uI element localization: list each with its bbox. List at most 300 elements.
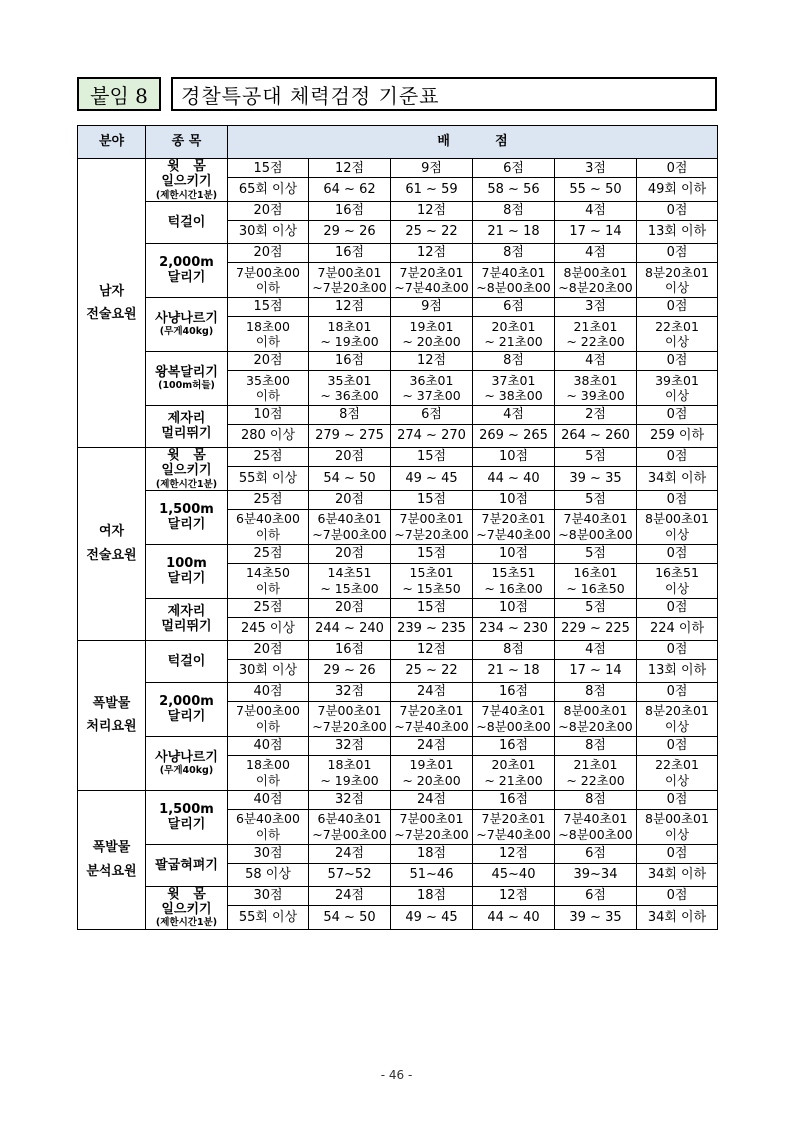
score-cell: 12점 [391,201,473,220]
score-cell: 12점 [309,297,391,316]
value-cell: 13회 이하 [637,659,718,682]
score-cell: 0점 [637,640,718,659]
group-label: 여자 [98,524,125,540]
value-line: 16초51 [655,565,699,581]
value-cell [391,262,473,297]
value-line: 18초01 [327,318,372,334]
value-line: 21초01 [573,318,618,334]
event-name-cell [146,351,228,405]
value-cell: 51~46 [391,863,473,886]
value-cell: 17 ~ 14 [555,659,637,682]
score-cell: 8점 [309,405,391,424]
event-note: (제한시간1분) [155,917,218,929]
value-cell [473,370,555,405]
value-cell [555,262,637,297]
score-cell: 15점 [228,297,309,316]
value-cell: 239 ~ 235 [391,617,473,640]
value-cell: 39 ~ 35 [555,906,637,929]
score-row [78,490,718,509]
score-cell: 20점 [309,490,391,509]
score-cell: 16점 [473,682,555,701]
value-line: ~ 19초00 [320,333,379,349]
score-cell: 6점 [555,844,637,863]
value-cell [228,755,309,790]
value-cell: 30회 이상 [228,220,309,243]
value-cell [309,809,391,844]
value-line: 8분00초01 [563,703,628,719]
value-line: 8분00초01 [563,264,628,280]
value-line: 21초01 [573,757,618,773]
value-line: 15초01 [409,565,454,581]
value-line: ~ 16초00 [484,580,543,596]
value-cell [391,316,473,351]
value-cell: 39~34 [555,863,637,886]
value-line: 7분00초01 [317,703,382,719]
value-line: 6분40초00 [236,511,300,527]
value-line: ~7분40초00 [394,718,469,734]
value-line: 이상 [664,387,690,403]
event-note: (제한시간1분) [155,189,218,201]
value-line: ~8분20초00 [558,279,633,295]
value-cell [309,262,391,297]
value-cell: 264 ~ 260 [555,424,637,447]
value-cell [228,509,309,544]
value-line: ~ 20초00 [402,772,461,788]
score-cell: 24점 [309,886,391,905]
value-cell: 25 ~ 22 [391,659,473,682]
value-cell [228,809,309,844]
table-header-row [78,126,718,159]
value-line: 7분20초01 [481,511,546,527]
event-name-cell [146,201,228,243]
value-line: 6분40초01 [317,811,382,827]
value-cell [637,370,718,405]
value-line: 6분40초00 [236,811,300,827]
score-cell: 0점 [637,886,718,905]
value-cell [391,370,473,405]
event-name: 2,000m [159,693,214,709]
value-cell: 44 ~ 40 [473,467,555,490]
value-cell: 55 ~ 50 [555,178,637,201]
value-line: 18초01 [327,757,372,773]
value-cell [309,563,391,598]
value-cell: 13회 이하 [637,220,718,243]
value-line: ~7분00초00 [312,826,387,842]
score-row [78,598,718,617]
score-cell: 5점 [555,544,637,563]
score-cell: 12점 [391,640,473,659]
score-cell: 0점 [637,351,718,370]
value-cell [637,701,718,736]
group-label: 폭발물 [92,695,131,711]
value-cell [309,316,391,351]
value-line: ~7분40초00 [476,526,551,542]
value-line: ~8분00초00 [476,718,551,734]
value-line: 8분20초01 [645,264,709,280]
score-row [78,886,718,905]
score-row [78,682,718,701]
value-line: 7분40초01 [481,264,546,280]
value-line: ~7분00초00 [312,526,387,542]
event-name: 달리기 [167,817,206,833]
event-name-cell [146,405,228,447]
value-line: 이하 [255,772,281,788]
event-name-cell [146,544,228,598]
score-cell: 0점 [637,297,718,316]
score-row [78,544,718,563]
value-line: ~ 22초00 [566,772,625,788]
score-row [78,790,718,809]
value-cell: 65회 이상 [228,178,309,201]
score-cell: 25점 [228,490,309,509]
value-line: 20초01 [491,757,536,773]
score-cell: 32점 [309,682,391,701]
event-name: 윗 몸 [167,447,206,463]
event-name-cell [146,886,228,929]
event-name-cell [146,243,228,297]
score-cell: 20점 [228,201,309,220]
event-note: (제한시간1분) [155,478,218,490]
value-line: 이상 [664,718,690,734]
value-cell: 229 ~ 225 [555,617,637,640]
value-line: 35초01 [327,372,372,388]
value-cell: 34회 이하 [637,863,718,886]
value-line: ~ 20초00 [402,333,461,349]
score-row [78,640,718,659]
value-line: 14초51 [327,565,372,581]
value-cell: 45~40 [473,863,555,886]
value-line: 7분20초01 [399,264,464,280]
score-cell: 30점 [228,844,309,863]
value-cell: 25 ~ 22 [391,220,473,243]
score-cell: 6점 [555,886,637,905]
value-line: ~ 21초00 [484,772,543,788]
score-cell: 8점 [473,351,555,370]
event-name-cell [146,447,228,490]
score-row [78,405,718,424]
value-line: ~ 37초00 [402,387,461,403]
value-cell: 49회 이하 [637,178,718,201]
value-cell [637,755,718,790]
value-line: 이하 [255,826,281,842]
value-line: ~ 15초00 [320,580,379,596]
score-cell: 0점 [637,790,718,809]
value-cell [555,563,637,598]
score-cell: 20점 [228,351,309,370]
value-line: ~8분00초00 [476,279,551,295]
score-cell: 8점 [555,682,637,701]
value-line: 이하 [255,333,281,349]
value-cell [309,701,391,736]
value-cell [228,316,309,351]
score-cell: 4점 [473,405,555,424]
value-line: 8분20초01 [645,703,709,719]
event-name-cell [146,844,228,886]
event-name: 사냥나르기 [155,749,218,765]
score-row [78,447,718,466]
event-note: (무게40kg) [159,765,214,777]
group-cell [78,640,146,790]
value-line: 19초01 [409,757,454,773]
value-cell: 58 ~ 56 [473,178,555,201]
event-name-cell [146,736,228,790]
value-cell: 17 ~ 14 [555,220,637,243]
score-cell: 0점 [637,405,718,424]
value-line: 7분40초01 [563,511,628,527]
value-line: ~ 15초50 [402,580,461,596]
score-cell: 10점 [473,490,555,509]
score-cell: 5점 [555,490,637,509]
value-line: 7분40초01 [481,703,546,719]
event-name: 멀리뛰기 [161,619,212,635]
score-cell: 0점 [637,447,718,466]
value-line: 7분00초00 [236,703,300,719]
score-cell: 10점 [228,405,309,424]
event-name: 달리기 [167,571,206,587]
value-line: 이상 [664,333,690,349]
value-cell [391,809,473,844]
value-line: 이상 [664,826,690,842]
score-cell: 12점 [473,886,555,905]
value-line: 38초01 [573,372,618,388]
value-line: 39초01 [655,372,699,388]
value-line: 7분20초01 [399,703,464,719]
score-cell: 40점 [228,682,309,701]
score-cell: 30점 [228,886,309,905]
score-cell: 8점 [473,640,555,659]
value-line: 이하 [255,718,281,734]
value-cell [555,316,637,351]
score-cell: 10점 [473,544,555,563]
score-cell: 0점 [637,844,718,863]
event-name: 윗 몸 [167,886,206,902]
event-name: 제자리 [167,411,206,427]
value-cell [473,809,555,844]
value-cell [555,370,637,405]
score-cell: 15점 [391,544,473,563]
group-label: 남자 [98,283,125,299]
value-cell: 279 ~ 275 [309,424,391,447]
event-note: (무게40kg) [159,326,214,338]
value-line: 7분00초01 [317,264,382,280]
value-cell: 54 ~ 50 [309,467,391,490]
value-line: 7분00초01 [399,811,464,827]
event-name: 일으키기 [161,902,212,918]
value-cell: 55회 이상 [228,467,309,490]
value-cell: 30회 이상 [228,659,309,682]
score-cell: 16점 [309,201,391,220]
value-line: 이상 [664,580,690,596]
value-cell [391,509,473,544]
score-cell: 16점 [473,736,555,755]
score-cell: 15점 [391,598,473,617]
event-name: 1,500m [159,801,214,817]
value-cell [637,262,718,297]
event-name: 1,500m [159,501,214,517]
score-cell: 18점 [391,886,473,905]
event-name: 팔굽혀펴기 [155,857,218,873]
event-name: 턱걸이 [167,653,206,669]
document-title: 경찰특공대 체력검정 기준표 [171,77,717,111]
value-cell [473,701,555,736]
event-name: 윗 몸 [167,159,206,174]
value-line: 14초50 [246,565,290,581]
event-header: 종 목 [146,126,228,159]
score-cell: 0점 [637,598,718,617]
score-cell: 2점 [555,405,637,424]
score-cell: 12점 [309,159,391,178]
value-line: 6분40초01 [317,511,382,527]
score-cell: 25점 [228,598,309,617]
field-header: 분야 [78,126,146,159]
value-cell: 55회 이상 [228,906,309,929]
value-cell: 269 ~ 265 [473,424,555,447]
value-cell: 44 ~ 40 [473,906,555,929]
value-cell [473,262,555,297]
group-label: 처리요원 [86,719,137,735]
score-cell: 10점 [473,598,555,617]
value-line: 7분20초01 [481,811,546,827]
score-cell: 6점 [391,405,473,424]
score-row [78,297,718,316]
score-cell: 16점 [309,243,391,262]
score-cell: 32점 [309,790,391,809]
score-cell: 16점 [473,790,555,809]
group-cell [78,159,146,448]
value-cell [473,509,555,544]
score-cell: 16점 [309,351,391,370]
value-line: 8분00초01 [645,811,709,827]
score-cell: 24점 [391,736,473,755]
event-name: 멀리뛰기 [161,426,212,442]
value-line: ~ 36초00 [320,387,379,403]
value-cell [228,563,309,598]
score-cell: 0점 [637,159,718,178]
event-name-cell [146,297,228,351]
event-name-cell [146,159,228,202]
value-cell [391,701,473,736]
score-cell: 9점 [391,297,473,316]
score-cell: 25점 [228,544,309,563]
value-line: ~8분00초00 [558,826,633,842]
event-name: 일으키기 [161,174,212,190]
event-name: 달리기 [167,709,206,725]
score-cell: 4점 [555,640,637,659]
event-name-cell [146,682,228,736]
score-cell: 4점 [555,201,637,220]
value-cell [228,370,309,405]
group-cell [78,447,146,640]
value-line: ~ 16초50 [566,580,625,596]
attachment-tag: 붙임 8 [77,77,161,111]
score-cell: 0점 [637,490,718,509]
event-name: 일으키기 [161,463,212,479]
score-cell: 0점 [637,682,718,701]
value-cell: 49 ~ 45 [391,906,473,929]
score-cell: 24점 [309,844,391,863]
score-row [78,159,718,178]
value-cell [473,755,555,790]
score-cell: 20점 [309,544,391,563]
value-line: ~ 19초00 [320,772,379,788]
value-cell: 280 이상 [228,424,309,447]
score-row [78,201,718,220]
value-cell [637,563,718,598]
score-cell: 40점 [228,790,309,809]
event-name-cell [146,790,228,844]
value-line: ~8분00초00 [558,526,633,542]
score-cell: 10점 [473,447,555,466]
group-label: 전술요원 [86,306,137,322]
value-cell: 245 이상 [228,617,309,640]
value-cell: 244 ~ 240 [309,617,391,640]
value-cell [555,809,637,844]
value-line: 36초01 [409,372,454,388]
score-cell: 20점 [309,598,391,617]
value-cell [637,809,718,844]
event-name: 턱걸이 [167,214,206,230]
score-cell: 5점 [555,447,637,466]
score-cell: 25점 [228,447,309,466]
value-line: ~7분40초00 [394,279,469,295]
score-cell: 32점 [309,736,391,755]
score-cell: 4점 [555,351,637,370]
score-row [78,351,718,370]
value-line: ~ 22초00 [566,333,625,349]
score-cell: 3점 [555,159,637,178]
value-cell [637,316,718,351]
score-cell: 8점 [473,201,555,220]
value-cell: 234 ~ 230 [473,617,555,640]
score-cell: 20점 [228,640,309,659]
value-cell [637,509,718,544]
value-line: ~ 39초00 [566,387,625,403]
value-cell: 61 ~ 59 [391,178,473,201]
value-line: 22초01 [655,757,699,773]
value-line: ~8분20초00 [558,718,633,734]
event-name: 사냥나르기 [155,311,218,327]
score-header: 배 점 [228,126,718,159]
score-cell: 24점 [391,790,473,809]
event-name: 제자리 [167,603,206,619]
score-cell: 20점 [309,447,391,466]
event-name-cell [146,640,228,682]
value-line: 16초01 [573,565,618,581]
value-cell [228,701,309,736]
value-cell: 259 이하 [637,424,718,447]
value-cell [473,563,555,598]
event-name: 왕복달리기 [155,365,218,381]
value-line: 이상 [664,772,690,788]
value-line: 7분00초00 [236,264,300,280]
event-name: 달리기 [167,270,206,286]
score-cell: 8점 [555,790,637,809]
value-cell: 29 ~ 26 [309,220,391,243]
value-cell [555,755,637,790]
value-line: 7분40초01 [563,811,628,827]
score-cell: 15점 [228,159,309,178]
event-name: 2,000m [159,255,214,271]
table-body [78,159,718,930]
score-cell: 12점 [391,243,473,262]
score-cell: 0점 [637,243,718,262]
score-row [78,243,718,262]
value-line: 이하 [255,279,281,295]
value-line: 이하 [255,526,281,542]
value-line: ~ 21초00 [484,333,543,349]
value-line: 8분00초01 [645,511,709,527]
value-line: 19초01 [409,318,454,334]
